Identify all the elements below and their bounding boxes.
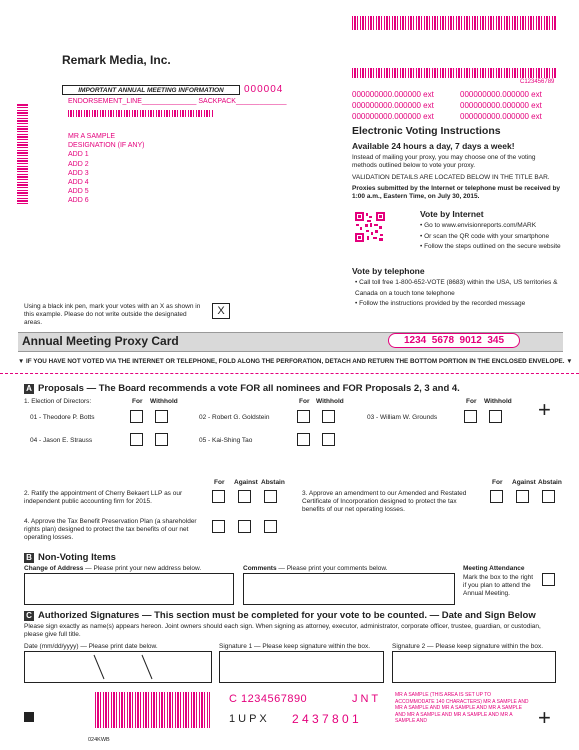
card-number: 1234 5678 9012 345 xyxy=(403,335,505,346)
plus-mark: + xyxy=(538,705,551,730)
fold-notice: ▼ IF YOU HAVE NOT VOTED VIA THE INTERNET OR TELEPHONE, FOLD ALONG THE PERFORATION, DETACH AND RETURN THE BOTTOM PORTION IN THE ENCLOSED ENVELOPE. ▼ xyxy=(18,358,573,365)
address-barcode xyxy=(68,110,214,117)
internet-item[interactable]: • Go to www.envisionreports.com/MARK xyxy=(420,222,537,229)
ext-line: 000000000.000000 ext xyxy=(352,112,434,121)
col-for: For xyxy=(214,479,225,486)
address-block xyxy=(68,132,145,206)
internet-item: • Or scan the QR code with your smartphone xyxy=(420,232,550,240)
proposal-2: 2. Ratify the appointment of Cherry Bekaert LLP as our independent public accounting firm for 2015. xyxy=(24,490,183,505)
comments-hint: — Please print your comments below. xyxy=(276,565,388,572)
phone-title: Vote by telephone xyxy=(352,266,425,276)
top-code: C123456789 xyxy=(520,79,555,85)
internet-title: Vote by Internet xyxy=(420,209,484,219)
top-barcode xyxy=(352,16,557,30)
proposal-2-abstain-checkbox[interactable] xyxy=(264,490,277,503)
meeting-attendance-checkbox[interactable] xyxy=(542,573,555,586)
plus-mark: + xyxy=(538,397,551,422)
comments-label: Comments xyxy=(243,565,277,572)
evi-validation: VALIDATION DETAILS ARE LOCATED BELOW IN THE TITLE BAR. xyxy=(352,174,550,181)
account-barcode xyxy=(352,68,557,78)
evi-subtitle: Available 24 hours a day, 7 days a week! xyxy=(352,141,515,151)
section-b-header xyxy=(24,552,116,563)
election-label: 1. Election of Directors: xyxy=(24,398,92,405)
proposal-4-abstain-checkbox[interactable] xyxy=(264,520,277,533)
meeting-info-box xyxy=(62,85,240,95)
signature-1-field[interactable] xyxy=(219,651,384,683)
ext-line: 000000000.000000 ext xyxy=(352,90,434,99)
phone-list xyxy=(355,278,565,310)
address-line: ADD 4 xyxy=(68,179,89,187)
col-abstain: Abstain xyxy=(538,479,562,486)
nominee-01-withhold-checkbox[interactable] xyxy=(155,410,168,423)
col-against: Against xyxy=(512,479,536,486)
nominee-05-for-checkbox[interactable] xyxy=(297,433,310,446)
proposal-3-abstain-checkbox[interactable] xyxy=(542,490,555,503)
address-line: ADD 1 xyxy=(68,151,89,159)
col-abstain: Abstain xyxy=(261,479,285,486)
evi-title: Electronic Voting Instructions xyxy=(352,125,501,137)
section-b-letter: B xyxy=(24,553,34,563)
comments-caption xyxy=(243,565,388,573)
ext-line: 000000000.000000 ext xyxy=(460,90,542,99)
bottom-number: 2 4 3 7 8 0 1 xyxy=(292,712,359,726)
qr-code xyxy=(355,212,385,242)
col-withhold: Withhold xyxy=(150,398,178,405)
ext-line: 000000000.000000 ext xyxy=(460,101,542,110)
col-for: For xyxy=(466,398,477,405)
date-label: Date (mm/dd/yyyy) — Please print date below. xyxy=(24,643,158,650)
change-of-address-field[interactable] xyxy=(24,573,234,605)
section-c-text: Please sign exactly as name(s) appears hereon. Joint owners should each sign. When signing as attorney, executor, administrator, corporate officer, trustee, guardian, or custodian, please give full title. xyxy=(24,623,541,638)
proposal-4-for-checkbox[interactable] xyxy=(212,520,225,533)
proposal-4: 4. Approve the Tax Benefit Preservation Plan (a shareholder rights plan) designed to protect the tax benefits of our net operating losses. xyxy=(24,518,197,541)
col-for: For xyxy=(299,398,310,405)
jnt-code: J N T xyxy=(352,693,379,705)
address-line: ADD 3 xyxy=(68,169,89,177)
endorsement-line: ENDORSEMENT_LINE______________ SACKPACK_____________ xyxy=(68,98,287,105)
comments-field[interactable] xyxy=(243,573,455,605)
signature-2-label: Signature 2 — Please keep signature within the box. xyxy=(392,643,544,650)
bottom-code: C 1234567890 xyxy=(229,693,308,705)
address-line: DESIGNATION (IF ANY) xyxy=(68,142,145,150)
meeting-attendance-label: Meeting Attendance xyxy=(463,565,525,572)
col-for: For xyxy=(492,479,503,486)
change-of-address-caption xyxy=(24,565,201,573)
change-of-address-label: Change of Address xyxy=(24,565,84,572)
nominee-04-for-checkbox[interactable] xyxy=(130,433,143,446)
internet-item: • Follow the steps outlined on the secure website xyxy=(420,243,561,250)
nominee-02-withhold-checkbox[interactable] xyxy=(322,410,335,423)
signature-2-field[interactable] xyxy=(392,651,556,683)
date-slashes xyxy=(24,651,212,683)
internet-list xyxy=(420,221,565,253)
nominee-03-for-checkbox[interactable] xyxy=(464,410,477,423)
proposal-3: 3. Approve an amendment to our Amended and Restated Certificate of Incorporation designed to protect the tax benefits of our net operating losses. xyxy=(302,490,467,513)
nominee-label: 05 - Kai-Shing Tao xyxy=(199,437,253,444)
ext-line: 000000000.000000 ext xyxy=(352,101,434,110)
perforation-line xyxy=(0,373,579,374)
section-c-letter: C xyxy=(24,611,34,621)
proposal-2-for-checkbox[interactable] xyxy=(212,490,225,503)
nominee-04-withhold-checkbox[interactable] xyxy=(155,433,168,446)
sample-text: MR A SAMPLE (THIS AREA IS SET UP TO ACCOMMODATE 140 CHARACTERS) MR A SAMPLE AND MR A SAMPLE AND MR A SAMPLE AND MR A SAMPLE AND MR A SAMPLE AND MR A SAMPLE AND MR A SAMPLE AND xyxy=(395,692,529,724)
nominee-01-for-checkbox[interactable] xyxy=(130,410,143,423)
form-code: 024KWB xyxy=(88,737,110,743)
section-b-title: Non-Voting Items xyxy=(38,552,116,563)
card-title: Annual Meeting Proxy Card xyxy=(22,334,179,348)
address-line: MR A SAMPLE xyxy=(68,133,116,140)
x-example-box xyxy=(212,303,230,319)
address-line: ADD 6 xyxy=(68,197,89,205)
section-a-header xyxy=(24,383,460,394)
phone-item: • Call toll free 1-800-652-VOTE (8683) within the USA, US territories & Canada on a touch tone telephone xyxy=(355,279,558,297)
proposal-2-against-checkbox[interactable] xyxy=(238,490,251,503)
col-for: For xyxy=(132,398,143,405)
nominee-label: 04 - Jason E. Strauss xyxy=(30,437,93,444)
evi-deadline: Proxies submitted by the Internet or telephone must be received by 1:00 a.m., Eastern Time, on July 30, 2015. xyxy=(352,185,561,200)
address-line: ADD 2 xyxy=(68,160,89,168)
bottom-barcode xyxy=(95,692,210,728)
signature-1-label: Signature 1 — Please keep signature within the box. xyxy=(219,643,371,650)
meeting-info-label: IMPORTANT ANNUAL MEETING INFORMATION xyxy=(78,87,224,94)
evi-paragraph: Instead of mailing your proxy, you may choose one of the voting methods outlined below to vote your proxy. xyxy=(352,154,536,169)
company-name: Remark Media, Inc. xyxy=(62,53,171,67)
side-barcode xyxy=(17,104,28,204)
col-withhold: Withhold xyxy=(316,398,344,405)
proposal-4-against-checkbox[interactable] xyxy=(238,520,251,533)
proposal-3-for-checkbox[interactable] xyxy=(490,490,503,503)
ink-instructions: Using a black ink pen, mark your votes with an X as shown in this example. Please do not write outside the designated areas. xyxy=(24,303,201,326)
nominee-02-for-checkbox[interactable] xyxy=(297,410,310,423)
section-a-title: Proposals — The Board recommends a vote FOR all nominees and FOR Proposals 2, 3 and 4. xyxy=(38,383,460,394)
proposal-3-against-checkbox[interactable] xyxy=(516,490,529,503)
nominee-label: 02 - Robert G. Goldstein xyxy=(199,414,270,421)
change-of-address-hint: — Please print your new address below. xyxy=(83,565,202,572)
upx-code: 1 U P X xyxy=(229,713,267,725)
meeting-attendance-text: Mark the box to the right if you plan to attend the Annual Meeting. xyxy=(463,574,534,597)
ext-line: 000000000.000000 ext xyxy=(460,112,542,121)
x-example-mark: X xyxy=(217,305,225,317)
col-against: Against xyxy=(234,479,258,486)
card-number-box xyxy=(388,333,520,348)
section-c-title: Authorized Signatures — This section must be completed for your vote to be counted. — Date and Sign Below xyxy=(38,610,536,621)
section-c-header xyxy=(24,610,536,621)
sequence-number: 000004 xyxy=(244,84,284,95)
nominee-05-withhold-checkbox[interactable] xyxy=(322,433,335,446)
nominee-label: 01 - Theodore P. Botts xyxy=(30,414,95,421)
nominee-label: 03 - William W. Grounds xyxy=(367,414,438,421)
corner-mark xyxy=(24,712,34,722)
col-withhold: Withhold xyxy=(484,398,512,405)
section-a-letter: A xyxy=(24,384,34,394)
nominee-03-withhold-checkbox[interactable] xyxy=(489,410,502,423)
phone-item: • Follow the instructions provided by the recorded message xyxy=(355,300,526,307)
address-line: ADD 5 xyxy=(68,188,89,196)
